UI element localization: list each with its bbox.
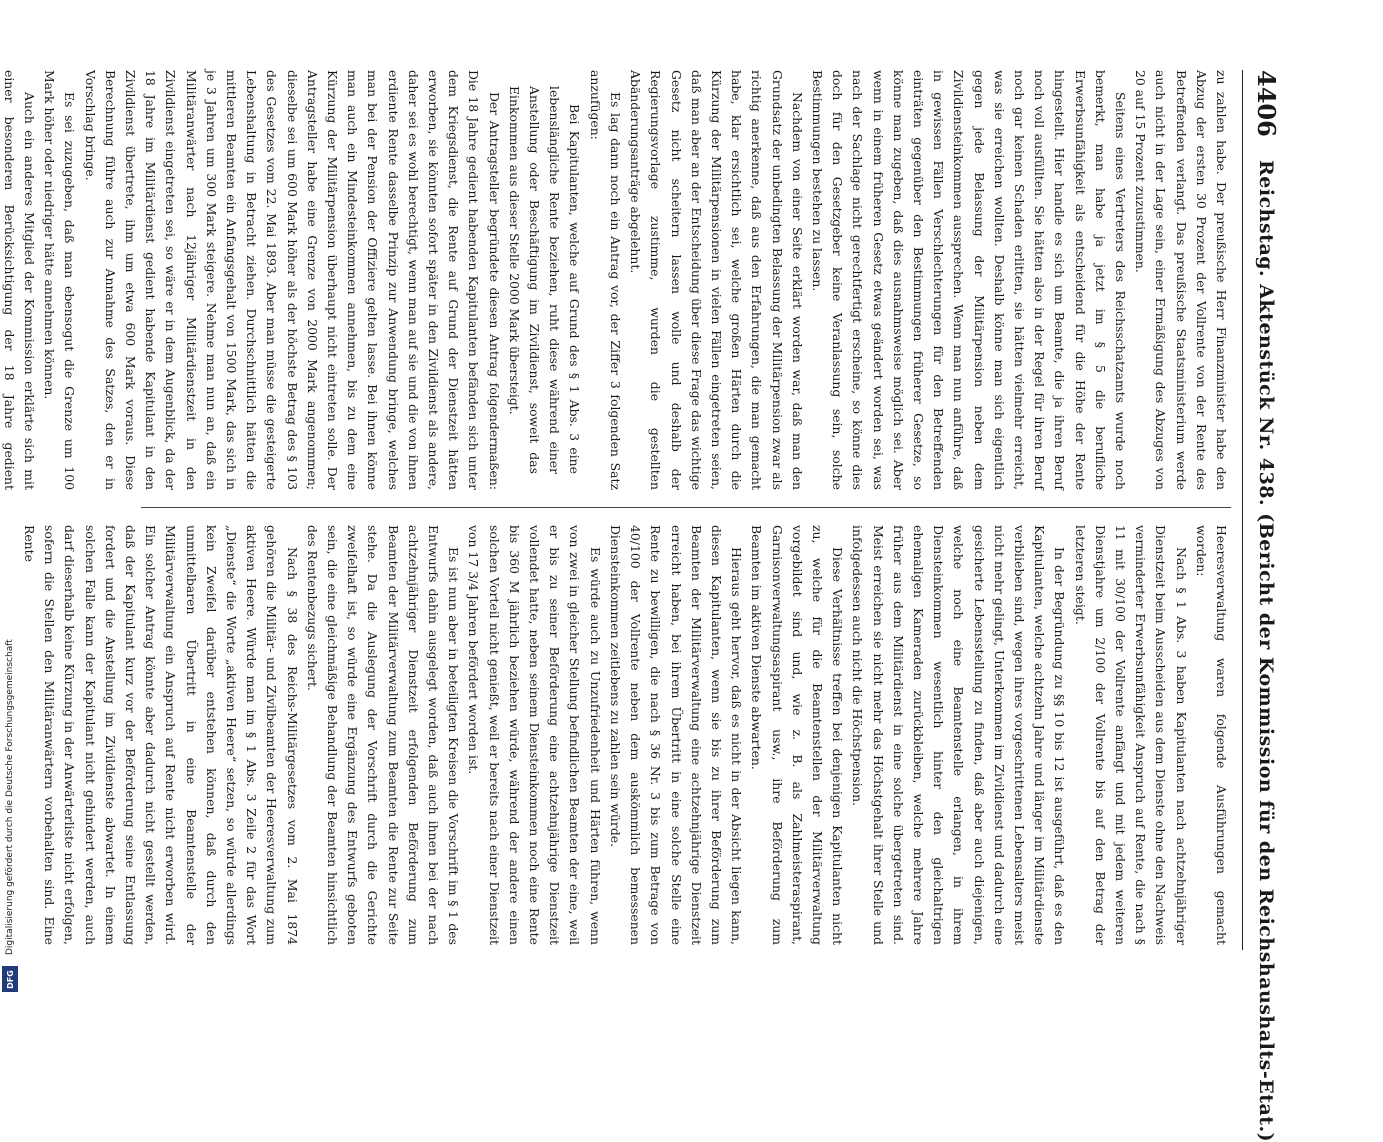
paragraph: Es sei zuzugeben, daß man ebensogut die Grenze um 100 Mark höher oder niedriger hätte annehmen können. <box>42 70 78 490</box>
paragraph: In der Begründung zu §§ 10 bis 12 ist ausgeführt, daß es den Kapitulanten, welche achtzehn Jahre und länger im Militärdienste verblieben sind, wegen ihres vorgeschrittenen Lebensalters meist nicht mehr gelingt, Unterkommen im Zivildienst und dadurch eine gesicherte Lebensstellung zu finden, daß aber auch diejenigen, welche noch eine Beamtenstelle erlangen, in ihrem Diensteinkommen wesentlich hinter den gleichaltrigen ehemaligen Kameraden zurückbleiben, welche mehrere Jahre früher aus dem Militärdienst in eine solche übergetreten sind. Meist erreichen sie nicht mehr das Höchstgehalt ihrer Stelle und infolgedessen auch nicht die Höchstpension. <box>850 525 1068 945</box>
column-divider <box>141 507 1231 508</box>
digitization-note: Digitalisierung gefördert durch die Deutsche Forschungsgemeinschaft <box>5 639 15 955</box>
paragraph: Diese Verhältnisse treffen bei denjenigen Kapitulanten nicht zu, welche für die Beamtenstellen der Militärverwaltung vorgebildet sind und, wie z. B. als Zahlmeisteraspirant, Garnisonverwaltungsaspirant usw., ihre Beförderung zum Beamten im aktiven Dienste abwarten. <box>749 525 846 945</box>
paragraph: Nach § 1 Abs. 3 haben Kapitulanten nach achtzehnjähriger Dienstzeit beim Ausscheiden aus dem Dienste ohne den Nachweis verminderter Erwerbsunfähigkeit Anspruch auf Rente, die nach § 11 mit 30/100 der Vollrente anfängt und mit jedem weiteren Dienstjahre um 2/100 der Vollrente bis auf den Betrag der letzteren steigt. <box>1072 525 1189 945</box>
paragraph: Der Antragsteller begründete diesen Antrag folgendermaßen: Die 18 Jahre gedient habenden Kapitulanten befänden sich unter dem Kriegsdienst, die Rente auf Grund der Dienstzeit hätten erworben, sie könnten sofort später in den Zivildienst als andere, daher sei es wohl berechtigt, wenn man auf sie und die von ihnen erdiente Rente dasselbe Prinzip zur Anwendung bringe, welches man bei der Pension der Offiziere gelten lasse. Bei ihnen könne man auch ein Mindesteinkommen annehmen, bis zu dem eine Kürzung der Militärpension überhaupt nicht eintreten solle. Der Antragsteller habe eine Grenze von 2000 Mark angenommen; dieselbe sei um 600 Mark höher als der höchste Betrag des § 103 des Gesetzes vom 22. Mai 1893. Aber man müsse die gesteigerte Lebenshaltung in Betracht ziehen. Durchschnittlich hätten die mittleren Beamten ein Anfangsgehalt von 1500 Mark, das sich in je 3 Jahren um 300 Mark steigere. Nehme man nun an, daß ein Militäranwärter nach 12jähriger Militärdienstzeit in den Zivildienst eingetreten sei, so wäre er in dem Augenblick, da der 18 Jahre im Militärdienst gedient habende Kapitulant in den Zivildienst übertrete, ihm um etwa 600 Mark voraus. Diese Berechnung führe auch zur Annahme des Satzes, den er in Vorschlag bringe. <box>82 70 502 490</box>
right-column <box>22 525 1231 945</box>
paragraph: Auch ein anderes Mitglied der Kommission erklärte sich mit einer besonderen Berücksichtigung der 18 Jahre gedient <box>1 70 38 490</box>
page-number: 4406 <box>1252 70 1281 137</box>
paragraph: Hieraus geht hervor, daß es nicht in der Absicht liegen kann, diesen Kapitulanten, wenn sie bis zu ihrer Beförderung zum Beamten der Militärverwaltung eine achtzehnjährige Dienstzeit erreicht haben, bei ihrem Übertritt in eine solche Stelle eine Rente zu bewilligen, die nach § 36 Nr. 3 bis zum Betrage von 40/100 der Vollrente neben dem auskömmlich bemessenen Diensteinkommen zeitlebens zu zahlen sein würde. <box>607 525 745 945</box>
page-header <box>1242 70 1283 1142</box>
left-column <box>1 70 1231 490</box>
paragraph: zu zahlen habe. Der preußische Herr Finanzminister habe den Abzug der ersten 30 Prozent der Vollrente von der Rente des Betreffenden verlangt. Das preußische Staatsministerium werde auch nicht in der Lage sein, einer Ermäßigung des Abzuges von 20 auf 15 Prozent zuzustimmen. <box>1133 70 1229 490</box>
paragraph: Es ist nun aber in beteiligten Kreisen die Vorschrift im § 1 des Entwurfs dahin ausgelegt worden, daß auch ihnen bei der nach achtzehnjähriger Dienstzeit erfolgenden Beförderung zum Beamten der Militärverwaltung zum Beamten die Rente zur Seite stehe. Da die Auslegung der Vorschrift durch die Gerichte zweifelhaft ist, so würde eine Ergänzung des Entwurfs geboten sein, die eine gleichmäßige Behandlung der Beamten hinsichtlich des Rentenbezugs sichert. <box>304 525 462 945</box>
page-title: Reichstag. Aktenstück Nr. 438. (Bericht der Kommission für den Reichshaushalts-Etat.) <box>1255 160 1277 1142</box>
paragraph: Es lag dann noch ein Antrag vor, der Ziffer 3 folgenden Satz anzufügen: <box>587 70 623 490</box>
paragraph: Nachdem von einer Seite erklärt worden war, daß man den Grundsatz der unbedingten Belassung der Militärpension zwar als richtig anerkenne, daß aus den Erfahrungen, die man gemacht habe, klar ersichtlich sei, welche großen Härten durch die Kürzung der Militärpensionen in vielen Fällen eingetreten seien, daß man aber an der Entscheidung über diese Frage das wichtige Gesetz nicht scheitern lassen wolle und deshalb der Regierungsvorlage zustimme, wurden die gestellten Abänderungsanträge abgelehnt. <box>628 70 805 490</box>
paragraph: Heeresverwaltung waren folgende Ausführungen gemacht worden: <box>1193 525 1229 945</box>
dfg-logo <box>2 966 18 992</box>
paragraph: Nach § 38 des Reichs-Militärgesetzes vom 2. Mai 1874 gehören die Militär- und Zivilbeamten der Heeresverwaltung zum aktiven Heere. Würde man im § 1 Abs. 3 Zeile 2 für das Wort „Dienste“ die Worte „aktiven Heere“ setzen, so würde allerdings kein Zweifel darüber entstehen können, daß durch den unmittelbaren Übertritt in eine Beamtenstelle der Militärverwaltung ein Anspruch auf Rente nicht erworben wird. Ein solcher Antrag könnte aber dadurch nicht gestellt werden, daß der Kapitulant kurz vor der Beförderung seine Entlassung fordert und die Anstellung im Zivildienste abwartet. In einem solchen Falle kann der Kapitulant nicht gehindert werden, auch darf dieserhalb keine Kürzung in der Anwärterliste nicht erfolgen, sofern die Stellen den Militäranwärtern vorbehalten sind. Eine Rente <box>22 525 300 945</box>
paragraph: Es würde auch zu Unzufriedenheit und Härten führen, wenn von zwei in gleicher Stellung befindlichen Beamten der eine, weil er bis zu seiner Beförderung eine achtzehnjährige Dienstzeit vollendet hatte, neben seinem Diensteinkommen noch eine Rente bis 360 M jährlich beziehen würde, während der andere einen solchen Vorteil nicht genießt, weil er bereits nach einer Dienstzeit von 17 3/4 Jahren befördert worden ist. <box>466 525 603 945</box>
quoted-motion: Bei Kapitulanten, welche auf Grund des § 1 Abs. 3 eine lebenslängliche Rente beziehen, ruht diese während einer Anstellung oder Beschäftigung im Zivildienst, soweit das Einkommen aus dieser Stelle 2000 Mark übersteigt. <box>506 86 583 474</box>
paragraph: Seitens eines Vertreters des Reichsschatzamts wurde noch bemerkt, man habe ja jetzt im § 5 die berufliche Erwerbsunfähigkeit als entscheidend für die Höhe der Rente hingestellt. Hier handle es sich um Beamte, die ja ihren Beruf noch voll ausfüllten. Sie hätten also in der Regel für ihren Beruf noch gar keinen Schaden erlitten, sie hätten vielmehr erreicht, was sie erreichen wollten. Deshalb könne man sich eigentlich gegen jede Belassung der Militärpension neben dem Zivildiensteinkommen aussprechen. Wenn man nun anführe, daß in gewissen Fällen Verschlechterungen für den Betreffenden einträten gegenüber den Bestimmungen früherer Gesetze, so könne man zugeben, daß dies ausnahmsweise möglich sei. Aber wenn in einem früheren Gesetz etwas geändert worden sei, was nach der Sachlage nicht gerechtfertigt erscheine, so könne dies doch für den Gesetzgeber keine Veranlassung sein, solche Bestimmungen bestehen zu lassen. <box>809 70 1128 490</box>
dfg-logo-text: DFG <box>5 969 15 989</box>
